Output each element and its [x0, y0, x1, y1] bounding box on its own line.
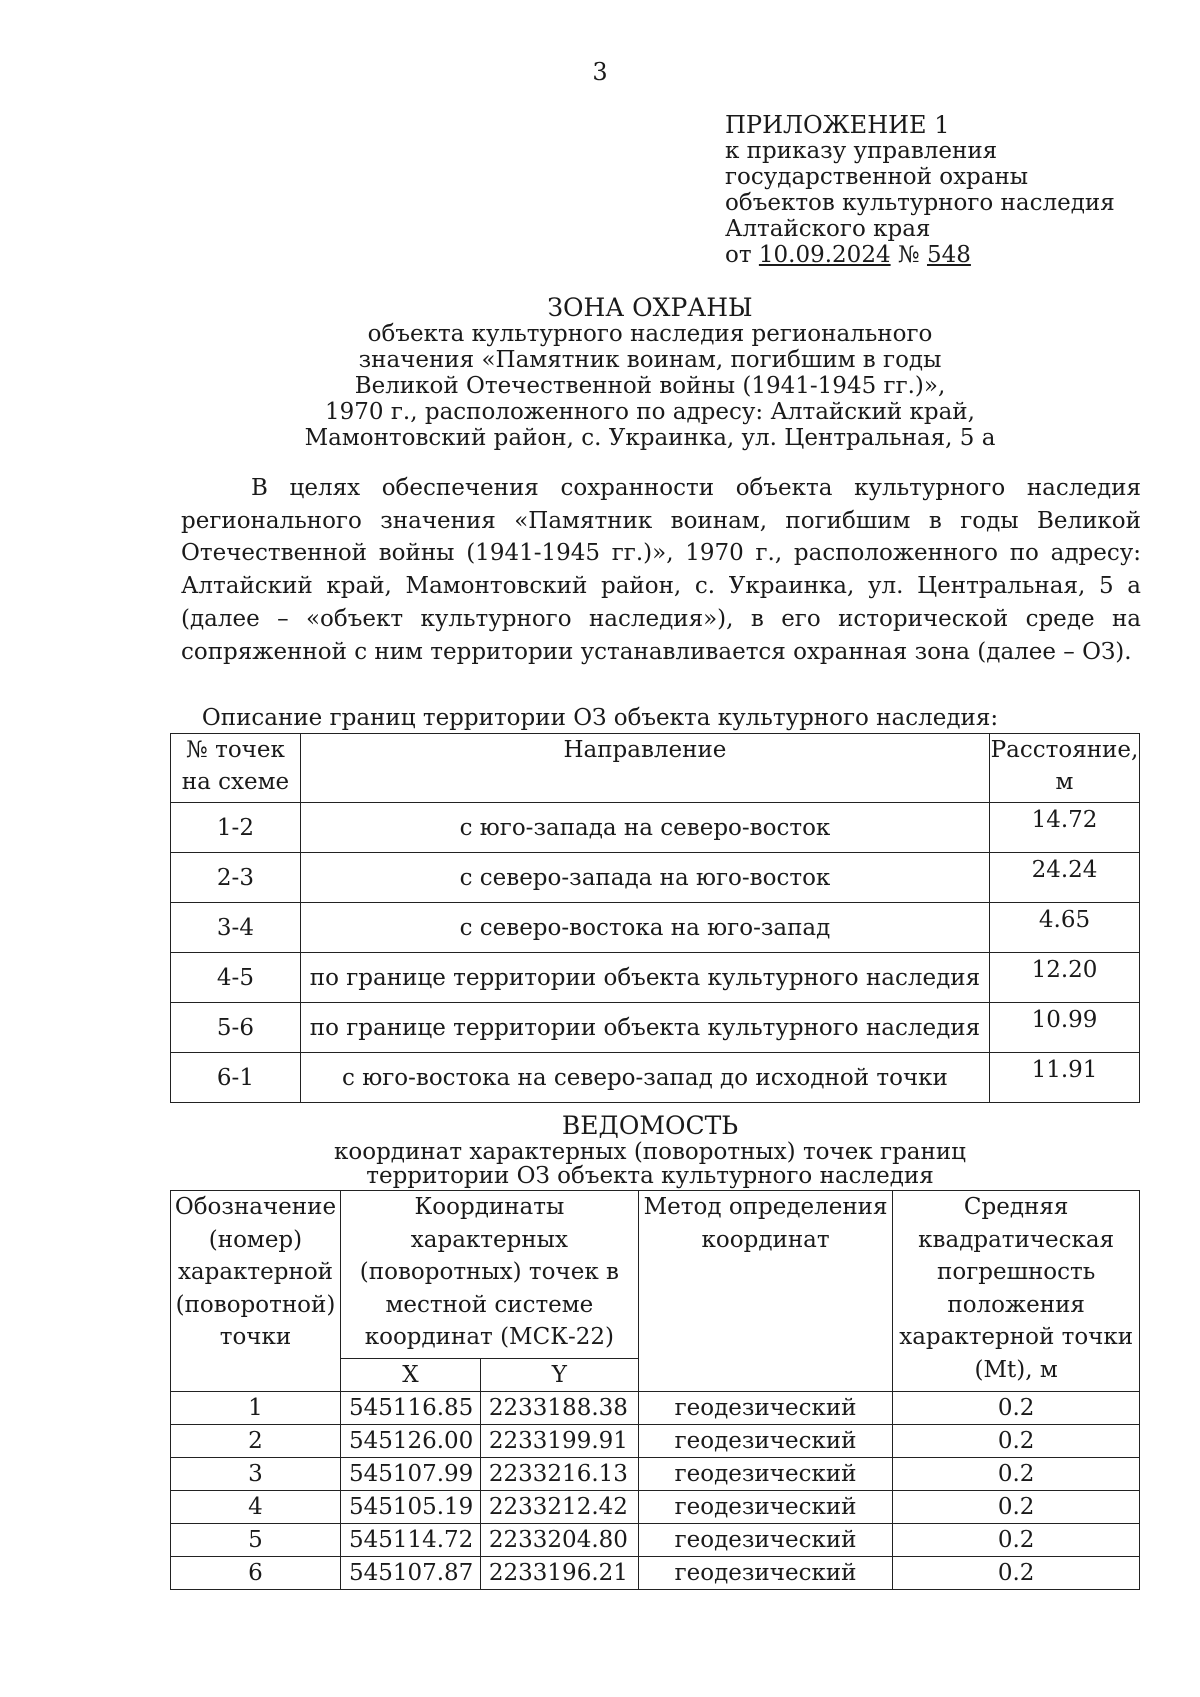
cell-number: 6 — [171, 1557, 341, 1590]
cell-mt: 0.2 — [893, 1458, 1140, 1491]
appendix-order-line — [725, 242, 1155, 268]
cell-mt: 0.2 — [893, 1491, 1140, 1524]
page-number: 3 — [592, 58, 608, 86]
date-prefix: от — [725, 242, 759, 268]
cell-number: 1 — [171, 1392, 341, 1425]
cell-method: геодезический — [638, 1524, 893, 1557]
cell-direction: с северо-запада на юго-восток — [300, 853, 989, 903]
cell-points: 5-6 — [171, 1003, 301, 1053]
table-header-row — [171, 1191, 1140, 1359]
zone-line: 1970 г., расположенного по адресу: Алтайский край, — [325, 399, 975, 425]
cell-number: 4 — [171, 1491, 341, 1524]
zone-heading — [250, 295, 1050, 451]
table-row — [171, 803, 1140, 853]
cell-distance: 11.91 — [989, 1053, 1139, 1103]
cell-number: 2 — [171, 1425, 341, 1458]
statement-subtitle-line: территории ОЗ объекта культурного наследия — [366, 1163, 934, 1189]
cell-x: 545114.72 — [340, 1524, 480, 1557]
zone-line: Великой Отечественной войны (1941-1945 гг.)», — [354, 373, 946, 399]
cell-distance: 24.24 — [989, 853, 1139, 903]
coordinates-table — [170, 1190, 1140, 1590]
table-row — [171, 1524, 1140, 1557]
table-row — [171, 1491, 1140, 1524]
header-x: X — [340, 1358, 480, 1392]
cell-direction: по границе территории объекта культурного наследия — [300, 953, 989, 1003]
table-row — [171, 1053, 1140, 1103]
body-paragraph: В целях обеспечения сохранности объекта культурного наследия регионального значения «Памятник воинам, погибшим в годы Великой Отечественной войны (1941-1945 гг.)», 1970 г., расположенного по адресу: Алтайский край, Мамонтовский район, с. Украинка, ул. Центральная, 5 а (далее – «объект культурного наследия»), в его исторической среде на сопряженной с ним территории устанавливается охранная зона (далее – ОЗ). — [181, 475, 1141, 665]
cell-method: геодезический — [638, 1392, 893, 1425]
appendix-line: объектов культурного наследия — [725, 190, 1115, 216]
cell-distance: 10.99 — [989, 1003, 1139, 1053]
cell-direction: с юго-востока на северо-запад до исходной точки — [300, 1053, 989, 1103]
appendix-header — [725, 112, 1155, 268]
cell-direction: по границе территории объекта культурного наследия — [300, 1003, 989, 1053]
zone-line: значения «Памятник воинам, погибшим в годы — [358, 347, 942, 373]
cell-x: 545107.99 — [340, 1458, 480, 1491]
statement-subtitle-line: координат характерных (поворотных) точек границ — [334, 1139, 966, 1165]
cell-distance: 4.65 — [989, 903, 1139, 953]
boundaries-caption: Описание границ территории ОЗ объекта культурного наследия: — [201, 705, 999, 731]
cell-distance: 14.72 — [989, 803, 1139, 853]
cell-x: 545116.85 — [340, 1392, 480, 1425]
cell-direction: с северо-востока на юго-запад — [300, 903, 989, 953]
cell-y: 2233196.21 — [480, 1557, 638, 1590]
table-row — [171, 903, 1140, 953]
cell-y: 2233204.80 — [480, 1524, 638, 1557]
header-direction: Направление — [300, 734, 989, 803]
cell-x: 545107.87 — [340, 1557, 480, 1590]
cell-y: 2233212.42 — [480, 1491, 638, 1524]
cell-distance: 12.20 — [989, 953, 1139, 1003]
cell-y: 2233188.38 — [480, 1392, 638, 1425]
cell-x: 545105.19 — [340, 1491, 480, 1524]
zone-title: ЗОНА ОХРАНЫ — [547, 293, 753, 322]
cell-y: 2233216.13 — [480, 1458, 638, 1491]
statement-title: ВЕДОМОСТЬ — [561, 1111, 739, 1140]
cell-method: геодезический — [638, 1557, 893, 1590]
cell-method: геодезический — [638, 1425, 893, 1458]
cell-points: 4-5 — [171, 953, 301, 1003]
table-row — [171, 1458, 1140, 1491]
appendix-line: к приказу управления — [725, 138, 998, 164]
cell-method: геодезический — [638, 1458, 893, 1491]
appendix-line: государственной охраны — [725, 164, 1029, 190]
header-method: Метод определения координат — [638, 1191, 893, 1392]
cell-mt: 0.2 — [893, 1524, 1140, 1557]
cell-points: 1-2 — [171, 803, 301, 853]
header-coordinates: Координаты характерных (поворотных) точек в местной системе координат (МСК-22) — [340, 1191, 638, 1359]
order-date: 10.09.2024 — [758, 242, 891, 268]
header-designation: Обозначение (номер) характерной (поворотной) точки — [171, 1191, 341, 1392]
cell-points: 6-1 — [171, 1053, 301, 1103]
cell-mt: 0.2 — [893, 1557, 1140, 1590]
table-row — [171, 1557, 1140, 1590]
cell-method: геодезический — [638, 1491, 893, 1524]
table-row — [171, 1003, 1140, 1053]
order-number: 548 — [926, 242, 971, 268]
table-row — [171, 1392, 1140, 1425]
cell-points: 2-3 — [171, 853, 301, 903]
table-row — [171, 853, 1140, 903]
appendix-title: ПРИЛОЖЕНИЕ 1 — [725, 111, 950, 139]
table-row — [171, 1425, 1140, 1458]
cell-mt: 0.2 — [893, 1425, 1140, 1458]
cell-number: 5 — [171, 1524, 341, 1557]
header-error: Средняя квадратическая погрешность положения характерной точки (Mt), м — [893, 1191, 1140, 1392]
statement-heading — [250, 1112, 1050, 1188]
cell-points: 3-4 — [171, 903, 301, 953]
appendix-line: Алтайского края — [725, 216, 931, 242]
header-points: № точек на схеме — [171, 734, 301, 803]
number-prefix: № — [890, 242, 927, 268]
header-distance: Расстояние, м — [989, 734, 1139, 803]
zone-line: Мамонтовский район, с. Украинка, ул. Центральная, 5 а — [304, 425, 996, 451]
table-header-row — [171, 734, 1140, 803]
table-row — [171, 953, 1140, 1003]
cell-y: 2233199.91 — [480, 1425, 638, 1458]
cell-direction: с юго-запада на северо-восток — [300, 803, 989, 853]
boundaries-table — [170, 733, 1140, 1103]
cell-mt: 0.2 — [893, 1392, 1140, 1425]
cell-number: 3 — [171, 1458, 341, 1491]
cell-x: 545126.00 — [340, 1425, 480, 1458]
header-y: Y — [480, 1358, 638, 1392]
zone-line: объекта культурного наследия регионального — [367, 321, 933, 347]
